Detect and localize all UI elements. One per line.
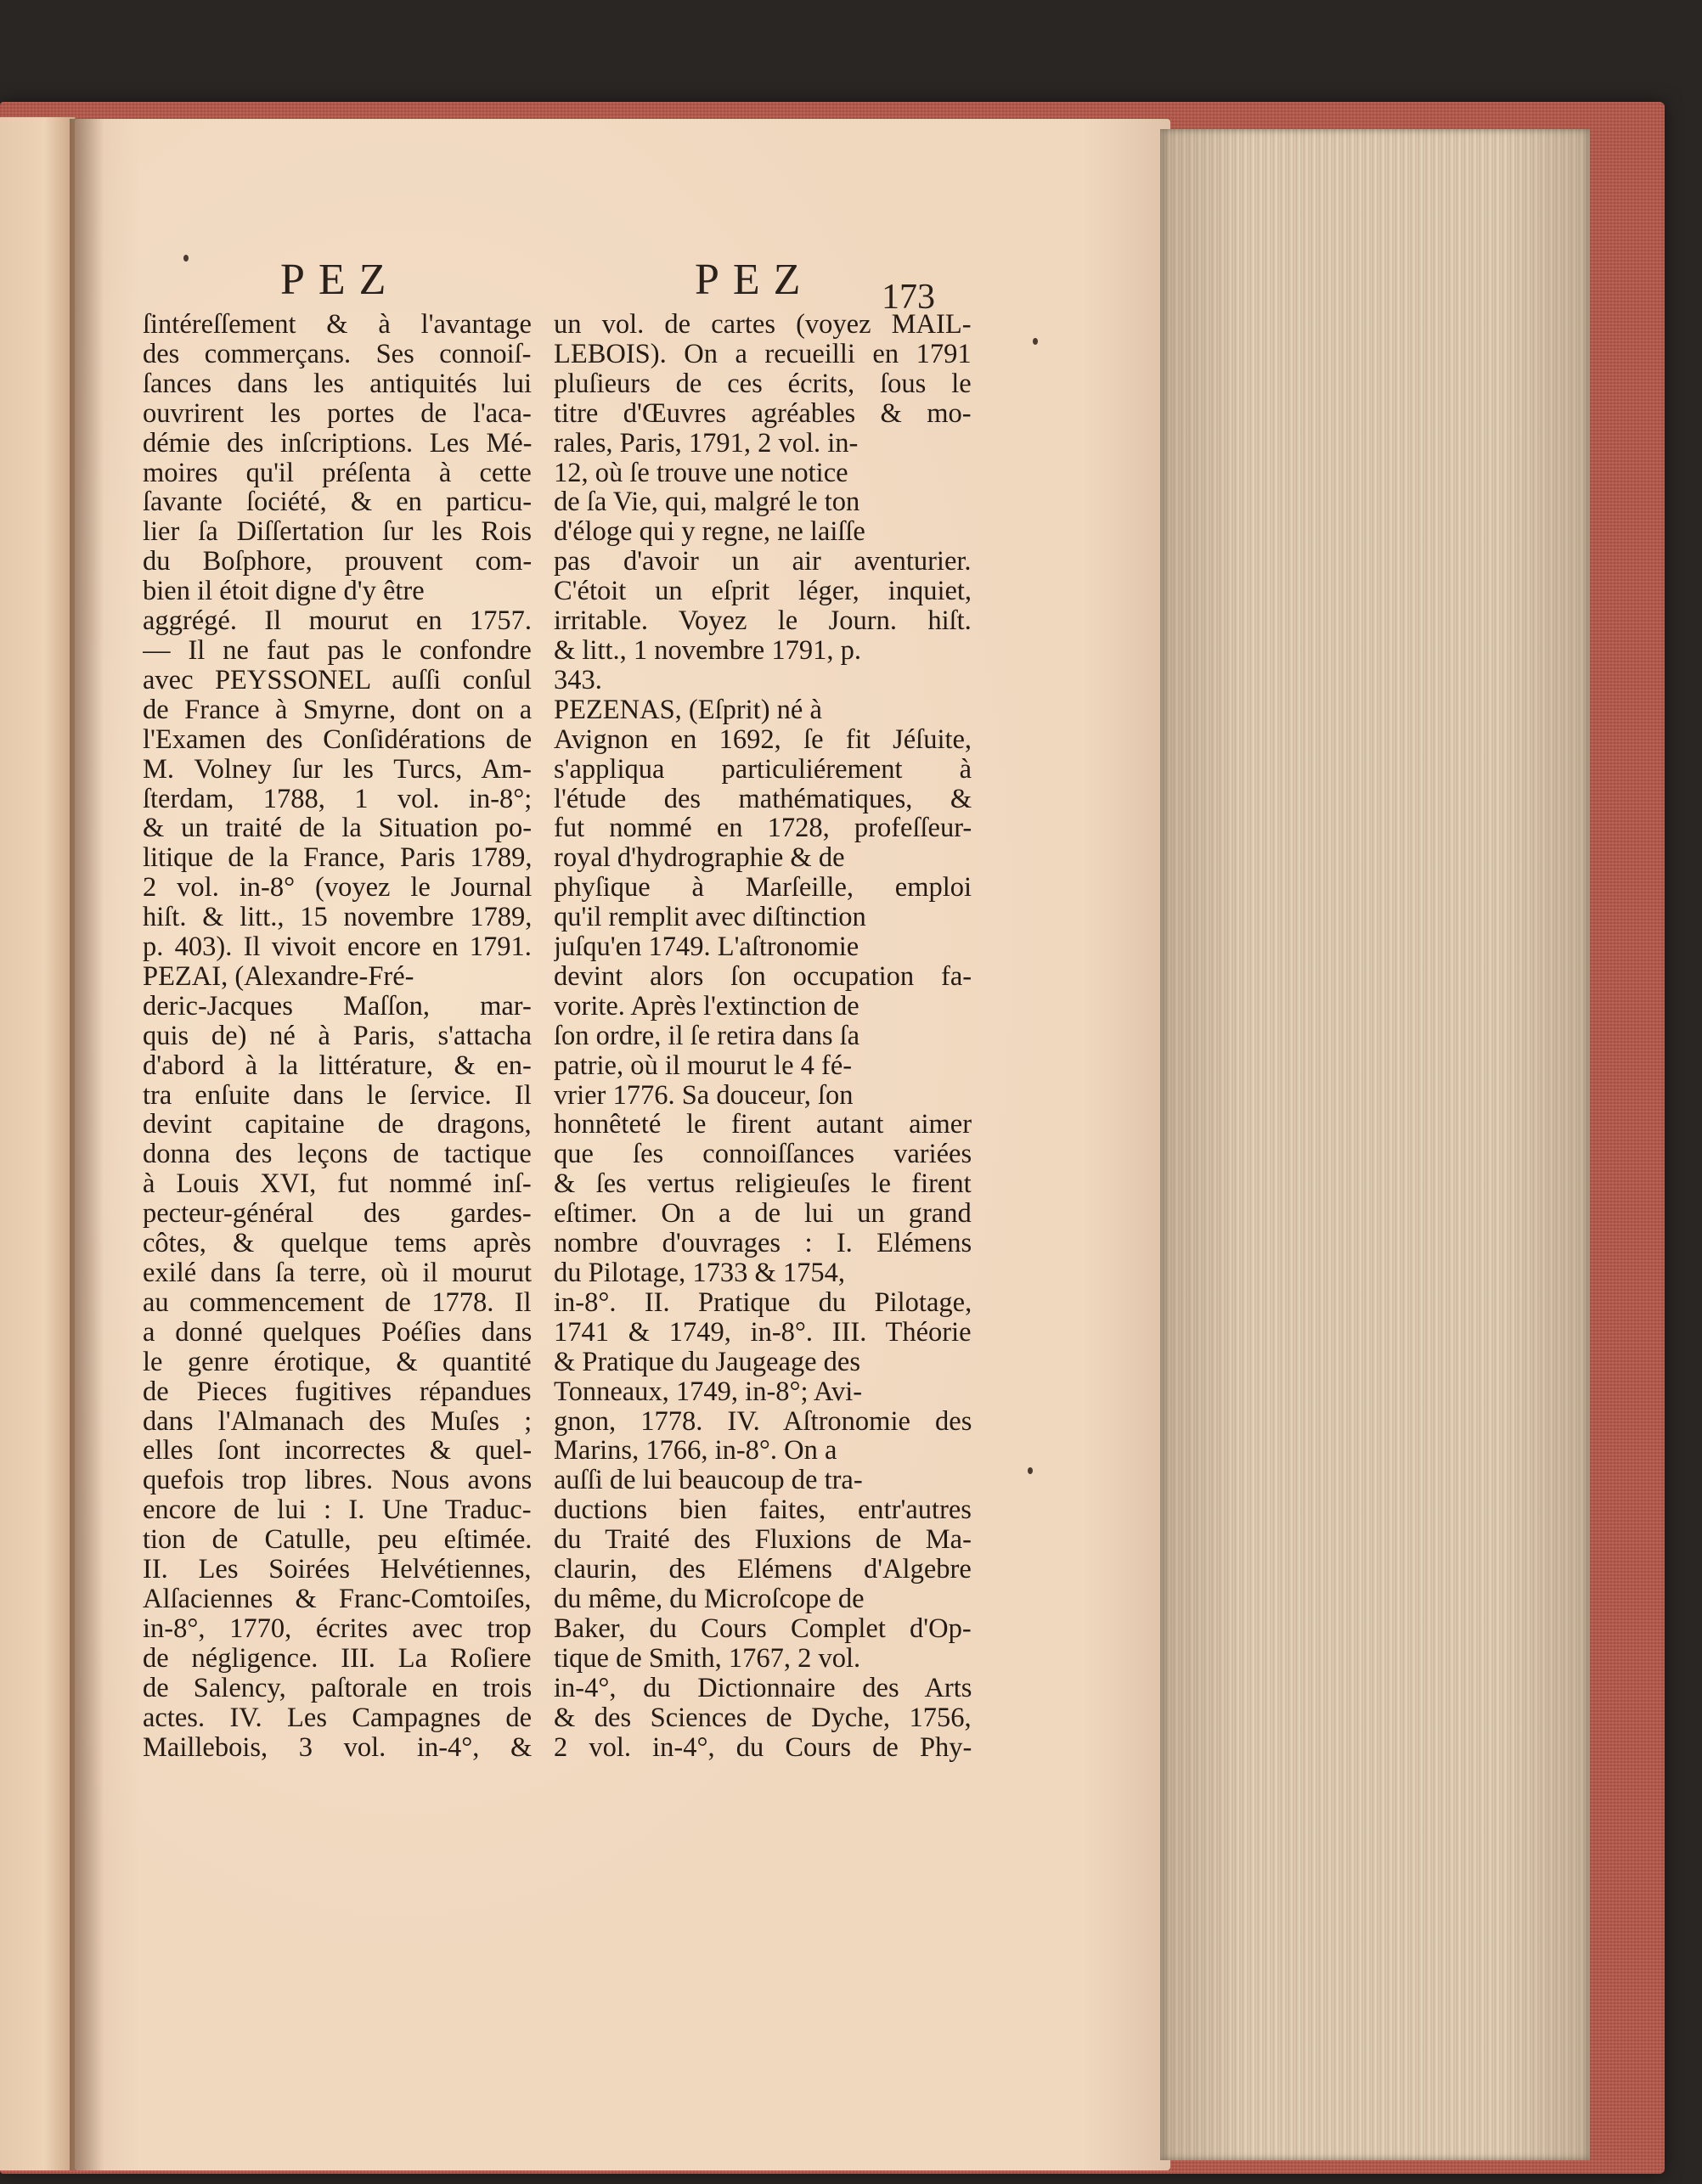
text-line: quefois trop libres. Nous avons	[143, 1466, 532, 1496]
running-head-right: PEZ	[695, 256, 814, 304]
text-line: a donné quelques Poéſies dans	[143, 1317, 532, 1348]
left-page-edge	[0, 117, 76, 2170]
text-line: in-8°, 1770, écrites avec trop	[143, 1613, 532, 1644]
text-line: exilé dans ſa terre, où il mourut	[143, 1258, 532, 1288]
text-column-right	[554, 310, 972, 1762]
text-line: bien il étoit digne d'y être	[143, 577, 425, 607]
text-line: elles ſont incorrectes & quel-	[143, 1436, 532, 1466]
text-line: un vol. de cartes (voyez MAIL-	[554, 310, 972, 340]
text-line: tion de Catulle, peu eſtimée.	[143, 1525, 532, 1556]
text-line: ſances dans les antiquités lui	[143, 369, 532, 399]
text-line: donna des leçons de tactique	[143, 1140, 532, 1170]
text-line: Tonneaux, 1749, in-8°; Avi-	[554, 1376, 863, 1407]
text-line: actes. IV. Les Campagnes de	[143, 1703, 532, 1733]
text-line: de France à Smyrne, dont on a	[143, 695, 532, 725]
text-line: pluſieurs de ces écrits, ſous le	[554, 369, 972, 399]
text-line: aggrégé. Il mourut en 1757.	[143, 606, 532, 636]
text-line: phyſique à Marſeille, emploi	[554, 873, 972, 903]
text-line: pas d'avoir un air aventurier.	[554, 547, 972, 577]
text-line: devint alors ſon occupation fa-	[554, 961, 972, 992]
text-line: & un traité de la Situation po-	[143, 813, 532, 844]
text-line: ductions bien faites, entr'autres	[554, 1495, 972, 1526]
text-line: nombre d'ouvrages : I. Elémens	[554, 1229, 972, 1258]
text-line: d'abord à la littérature, & en-	[143, 1050, 532, 1081]
text-line: tique de Smith, 1767, 2 vol.	[554, 1643, 861, 1674]
text-line: hiſt. & litt., 15 novembre 1789,	[143, 903, 532, 933]
page-number: 173	[882, 278, 935, 317]
text-line: eſtimer. On a de lui un grand	[554, 1199, 972, 1230]
text-line: à Louis XVI, fut nommé inſ-	[143, 1169, 532, 1200]
text-line: Baker, du Cours Complet d'Op-	[554, 1613, 972, 1644]
text-line: rales, Paris, 1791, 2 vol. in-	[554, 428, 859, 459]
text-line: M. Volney ſur les Turcs, Am-	[143, 754, 532, 785]
text-line: avec PEYSSONEL auſſi conſul	[143, 665, 532, 695]
text-line: démie des inſcriptions. Les Mé-	[143, 428, 532, 459]
text-line: de ſa Vie, qui, malgré le ton	[554, 487, 860, 518]
text-line: le genre érotique, & quantité	[143, 1347, 532, 1377]
text-line: quis de) né à Paris, s'attacha	[143, 1021, 532, 1051]
text-line: p. 403). Il vivoit encore en 1791.	[143, 932, 532, 962]
text-line: qu'il remplit avec diſtinction	[554, 903, 866, 933]
text-line: 12, où ſe trouve une notice	[554, 458, 848, 488]
text-line: ſon ordre, il ſe retira dans ſa	[554, 1021, 860, 1051]
text-line: lier ſa Diſſertation ſur les Rois	[143, 517, 532, 548]
text-line: du Boſphore, prouvent com-	[143, 547, 532, 577]
text-line: claurin, des Elémens d'Algebre	[554, 1555, 972, 1585]
text-line: fut nommé en 1728, profeſſeur-	[554, 813, 972, 844]
text-line: ſintéreſſement & à l'avantage	[143, 310, 532, 340]
text-line: patrie, où il mourut le 4 fé-	[554, 1050, 853, 1081]
text-line: du même, du Microſcope de	[554, 1584, 865, 1614]
text-line: tra enſuite dans le ſervice. Il	[143, 1080, 532, 1111]
text-line: Alſaciennes & Franc-Comtoiſes,	[143, 1584, 532, 1614]
gutter-shadow	[70, 119, 104, 2170]
text-line: auſſi de lui beaucoup de tra-	[554, 1466, 863, 1496]
text-line: dans l'Almanach des Muſes ;	[143, 1406, 532, 1437]
text-line: l'étude des mathématiques, &	[554, 784, 972, 814]
text-line: & des Sciences de Dyche, 1756,	[554, 1703, 972, 1733]
text-line: Avignon en 1692, ſe fit Jéſuite,	[554, 724, 972, 755]
text-line: juſqu'en 1749. L'aſtronomie	[554, 932, 859, 962]
text-line: II. Les Soirées Helvétiennes,	[143, 1555, 532, 1585]
text-line: au commencement de 1778. Il	[143, 1287, 532, 1318]
text-line: irritable. Voyez le Journ. hiſt.	[554, 606, 972, 636]
text-line: & litt., 1 novembre 1791, p.	[554, 635, 861, 666]
text-line: 2 vol. in-4°, du Cours de Phy-	[554, 1732, 972, 1763]
text-line: moires qu'il préſenta à cette	[143, 458, 532, 488]
text-line: de Salency, paſtorale en trois	[143, 1673, 532, 1703]
text-line: ſterdam, 1788, 1 vol. in-8°;	[143, 784, 532, 814]
text-line: d'éloge qui y regne, ne laiſſe	[554, 517, 865, 548]
text-line: s'appliqua particuliérement à	[554, 754, 972, 785]
text-line: C'étoit un eſprit léger, inquiet,	[554, 577, 972, 607]
text-line: ouvrirent les portes de l'aca-	[143, 398, 532, 429]
page-stack-edge	[1160, 129, 1590, 2160]
running-head-left: PEZ	[280, 256, 400, 304]
text-line: des commerçans. Ses connoiſ-	[143, 339, 532, 369]
text-line: 2 vol. in-8° (voyez le Journal	[143, 873, 532, 903]
text-line: du Pilotage, 1733 & 1754,	[554, 1258, 846, 1288]
ink-mark	[183, 255, 189, 262]
text-line: du Traité des Fluxions de Ma-	[554, 1525, 972, 1556]
text-line: côtes, & quelque tems après	[143, 1229, 532, 1258]
text-line: gnon, 1778. IV. Aſtronomie des	[554, 1406, 972, 1437]
text-line: in-8°. II. Pratique du Pilotage,	[554, 1287, 972, 1318]
text-line: encore de lui : I. Une Traduc-	[143, 1495, 532, 1526]
text-line: deric-Jacques Maſſon, mar-	[143, 991, 532, 1022]
text-line: pecteur-général des gardes-	[143, 1199, 532, 1230]
ink-mark	[1028, 1467, 1033, 1474]
text-line: LEBOIS). On a recueilli en 1791	[554, 339, 972, 369]
text-line: Maillebois, 3 vol. in-4°, &	[143, 1732, 532, 1763]
text-line: PEZENAS, (Eſprit) né à	[554, 695, 822, 725]
text-column-left	[143, 310, 532, 1762]
text-line: vorite. Après l'extinction de	[554, 991, 859, 1022]
text-line: l'Examen des Conſidérations de	[143, 724, 532, 755]
text-line: ſavante ſociété, & en particu-	[143, 487, 532, 518]
text-line: 1741 & 1749, in-8°. III. Théorie	[554, 1317, 972, 1348]
text-line: PEZAI, (Alexandre-Fré-	[143, 961, 414, 992]
text-line: de Pieces fugitives répandues	[143, 1376, 532, 1407]
text-line: vrier 1776. Sa douceur, ſon	[554, 1080, 854, 1111]
text-line: honnêteté le firent autant aimer	[554, 1110, 972, 1140]
text-line: de négligence. III. La Roſiere	[143, 1643, 532, 1674]
text-line: titre d'Œuvres agréables & mo-	[554, 398, 972, 429]
text-line: royal d'hydrographie & de	[554, 843, 845, 874]
text-line: 343.	[554, 665, 602, 695]
text-line: & Pratique du Jaugeage des	[554, 1347, 861, 1377]
text-line: — Il ne faut pas le confondre	[143, 635, 532, 666]
text-line: in-4°, du Dictionnaire des Arts	[554, 1673, 972, 1703]
text-line: devint capitaine de dragons,	[143, 1110, 532, 1140]
text-line: Marins, 1766, in-8°. On a	[554, 1436, 837, 1466]
ink-mark	[1033, 338, 1038, 345]
text-line: litique de la France, Paris 1789,	[143, 843, 532, 874]
text-line: que ſes connoiſſances variées	[554, 1140, 972, 1170]
text-line: & ſes vertus religieuſes le firent	[554, 1169, 972, 1200]
